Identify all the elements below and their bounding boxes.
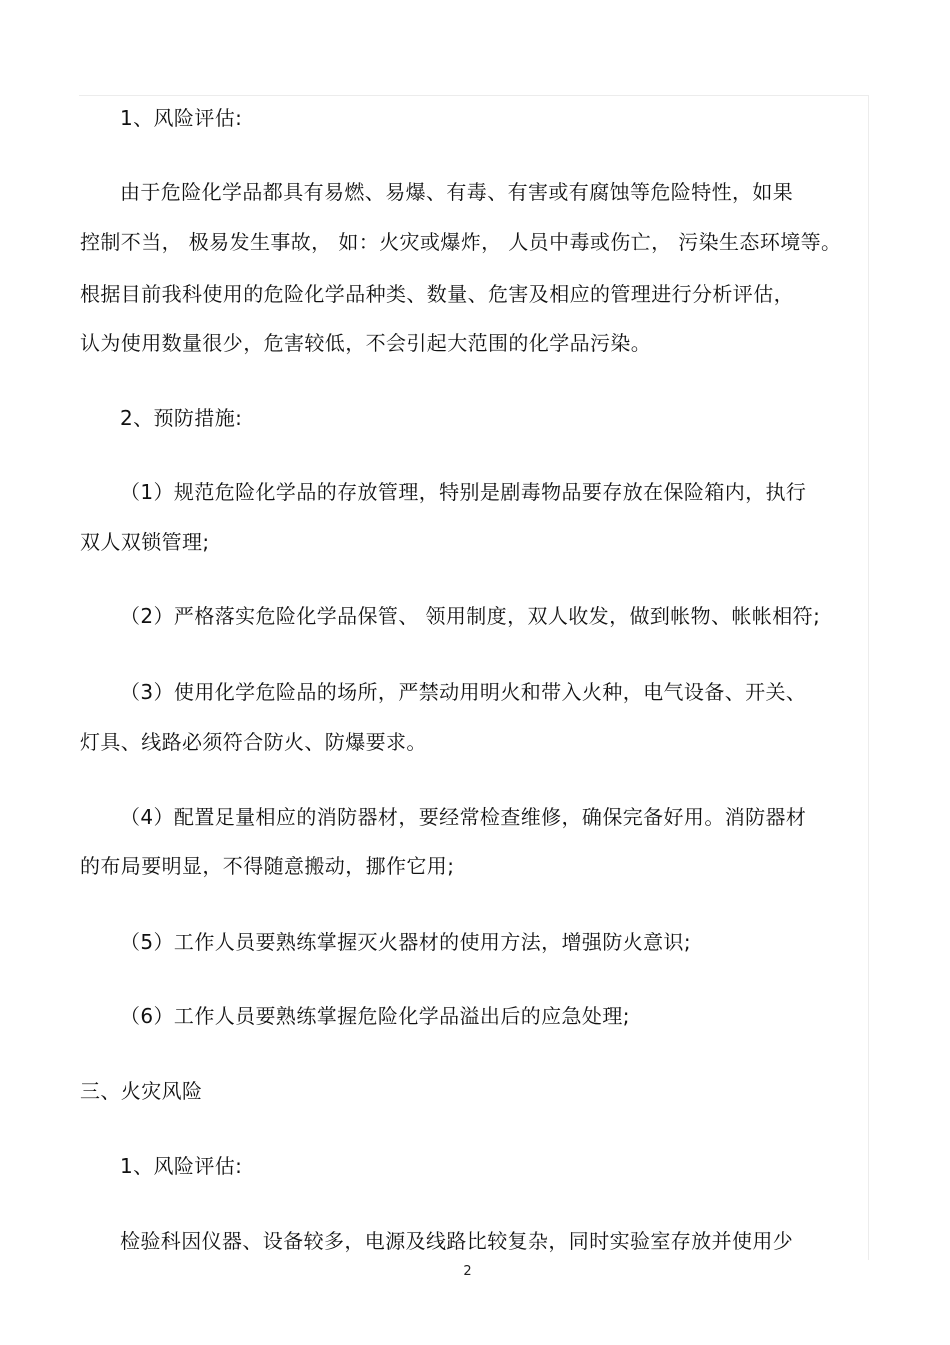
- paragraph-line: 认为使用数量很少，危害较低，不会引起大范围的化学品污染。: [80, 331, 652, 355]
- measure-5-line: （5）工作人员要熟练掌握灭火器材的使用方法，增强防火意识;: [120, 930, 692, 954]
- measure-1-line: 双人双锁管理;: [80, 530, 210, 554]
- measure-4-line: （4）配置足量相应的消防器材，要经常检查维修，确保完备好用。消防器材: [120, 805, 807, 829]
- prevention-heading: 2、预防措施:: [120, 406, 243, 430]
- measure-3-line: 灯具、线路必须符合防火、防爆要求。: [80, 730, 427, 754]
- fire-risk-section-title: 三、火灾风险: [80, 1079, 203, 1103]
- paragraph-line: 由于危险化学品都具有易燃、易爆、有毒、有害或有腐蚀等危险特性，如果: [120, 180, 794, 204]
- paragraph-line: 控制不当， 极易发生事故， 如：火灾或爆炸， 人员中毒或伤亡， 污染生态环境等。: [80, 230, 842, 254]
- measure-1-line: （1）规范危险化学品的存放管理，特别是剧毒物品要存放在保险箱内，执行: [120, 480, 807, 504]
- measure-4-line: 的布局要明显，不得随意搬动，挪作它用;: [80, 854, 455, 878]
- page-number: 2: [463, 1264, 472, 1279]
- paragraph-line: 检验科因仪器、设备较多，电源及线路比较复杂，同时实验室存放并使用少: [120, 1229, 794, 1253]
- measure-6-line: （6）工作人员要熟练掌握危险化学品溢出后的应急处理;: [120, 1004, 630, 1028]
- paragraph-line: 根据目前我科使用的危险化学品种类、数量、危害及相应的管理进行分析评估，: [80, 282, 794, 306]
- measure-2-line: （2）严格落实危险化学品保管、 领用制度，双人收发，做到帐物、帐帐相符;: [120, 604, 821, 628]
- fire-risk-assessment-heading: 1、风险评估:: [120, 1154, 243, 1178]
- measure-3-line: （3）使用化学危险品的场所，严禁动用明火和带入火种，电气设备、开关、: [120, 680, 807, 704]
- risk-assessment-heading: 1、风险评估:: [120, 106, 243, 130]
